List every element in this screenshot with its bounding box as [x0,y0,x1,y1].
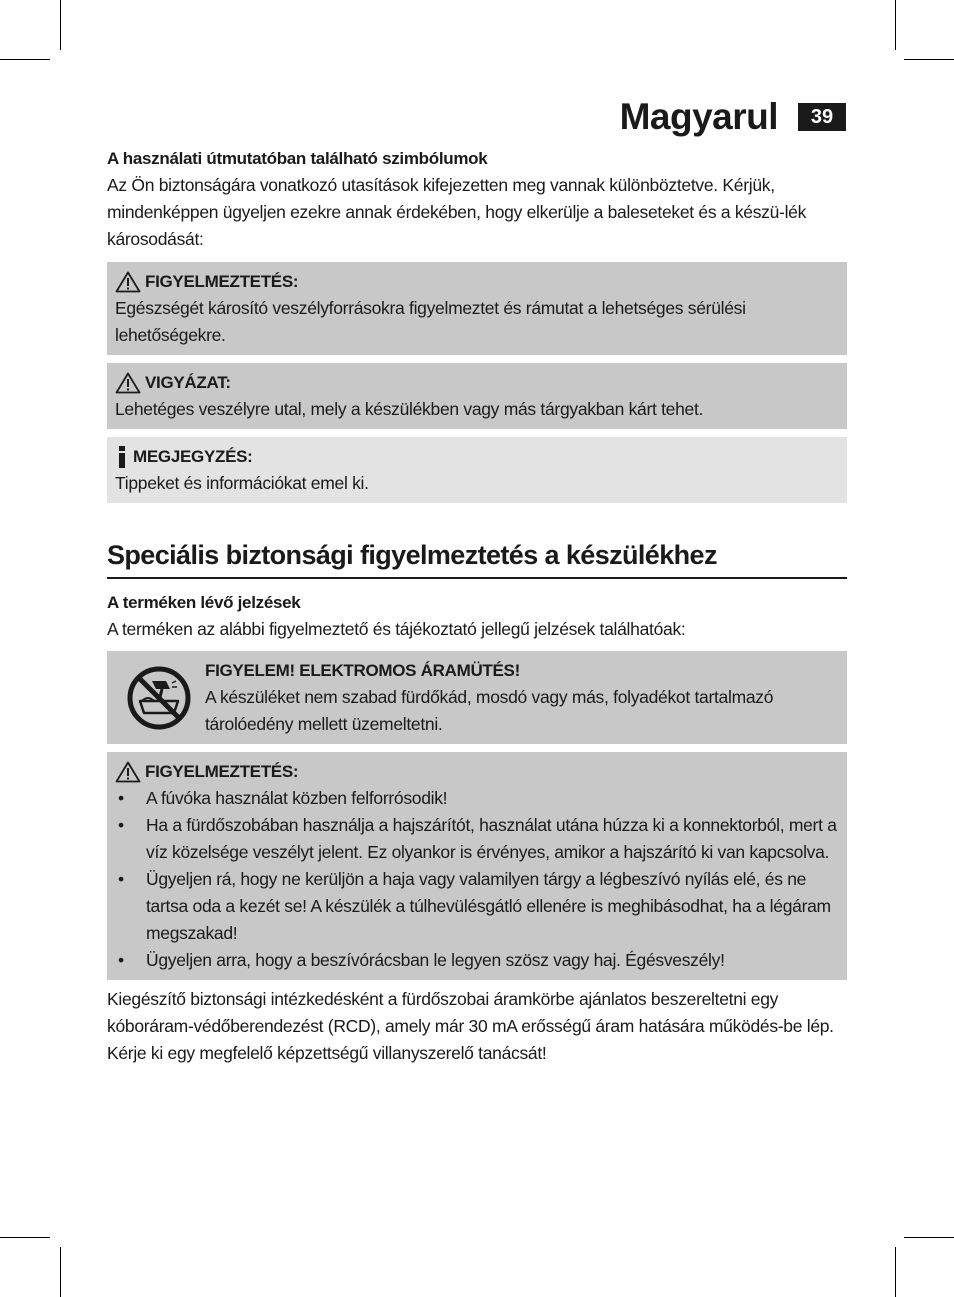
warning-list [115,785,839,974]
warning-label: FIGYELMEZTETÉS: [145,272,299,291]
page-content [107,145,847,1067]
list-item: • Ügyeljen arra, hogy a beszívórácsban le legyen szösz vagy haj. Égésveszély! [115,947,839,974]
crop-mark [904,59,954,60]
caution-box [107,363,847,429]
crop-mark [895,1247,896,1297]
section-title: Speciális biztonsági figyelmeztetés a készülékhez [107,537,847,579]
list-item: • Ha a fürdőszobában használja a hajszárítót, használat utána húzza ki a konnektorból, mert a víz közelsége veszélyt jelent. Ez olyankor is érvényes, amikor a hajszárító ki van kapcsolva. [115,812,839,866]
symbols-heading: A használati útmutatóban található szimbólumok [107,149,488,168]
crop-mark [0,59,50,60]
page-header [620,96,846,138]
crop-mark [60,0,61,50]
page-number: 39 [798,103,846,131]
electric-shock-label: FIGYELEM! ELEKTROMOS ÁRAMÜTÉS! [205,661,520,680]
warning-triangle-icon [115,271,141,293]
rcd-paragraph: Kiegészítő biztonsági intézkedésként a fürdőszobai áramkörbe ajánlatos beszereltetni egy kóboráram-védőberendezést (RCD), amely már 30 mA erősségű áram hatására működés-be lép. Kérje ki egy megfelelő képzettségű villanyszerelő tanácsát! [107,989,834,1063]
no-bathtub-icon [126,665,192,731]
note-text: Tippeket és információkat emel ki. [115,473,369,493]
electric-shock-box [107,651,847,744]
symbols-intro: Az Ön biztonságára vonatkozó utasítások kifejezetten meg vannak különböztetve. Kérjük, mindenképpen ügyeljen ezekre annak érdekében, hogy elkerülje a baleseteket és a készü-lék károsodását: [107,175,807,249]
list-item: • A fúvóka használat közben felforrósodik! [115,785,839,812]
caution-label: VIGYÁZAT: [145,373,231,392]
product-marks-heading: A terméken lévő jelzések [107,593,301,612]
product-marks-intro: A terméken az alábbi figyelmeztető és tájékoztató jellegű jelzések találhatóak: [107,619,686,639]
warning-list-label: FIGYELMEZTETÉS: [145,762,299,781]
page-title: Magyarul [619,96,778,137]
warning-list-box [107,752,847,980]
warning-triangle-icon [115,372,141,394]
list-item: • Ügyeljen rá, hogy ne kerüljön a haja vagy valamilyen tárgy a légbeszívó nyílás elé, és ne tartsa oda a kezét se! A készülék a túlhevülésgátló ellenére is meghibásodhat, ha a légáram megszakad! [115,866,839,947]
crop-mark [895,0,896,50]
warning-box [107,262,847,355]
crop-mark [60,1247,61,1297]
crop-mark [0,1237,50,1238]
crop-mark [904,1237,954,1238]
warning-text: Egészségét károsító veszélyforrásokra figyelmeztet és rámutat a lehetséges sérülési lehetőségekre. [115,298,746,345]
note-box [107,437,847,503]
info-i-icon [115,445,129,469]
warning-triangle-icon [115,761,141,783]
caution-text: Lehetéges veszélyre utal, mely a készülékben vagy más tárgyakban kárt tehet. [115,399,704,419]
electric-shock-text: A készüléket nem szabad fürdőkád, mosdó vagy más, folyadékot tartalmazó tárolóedény mellett üzemeltetni. [205,687,774,734]
note-label: MEGJEGYZÉS: [133,447,253,466]
